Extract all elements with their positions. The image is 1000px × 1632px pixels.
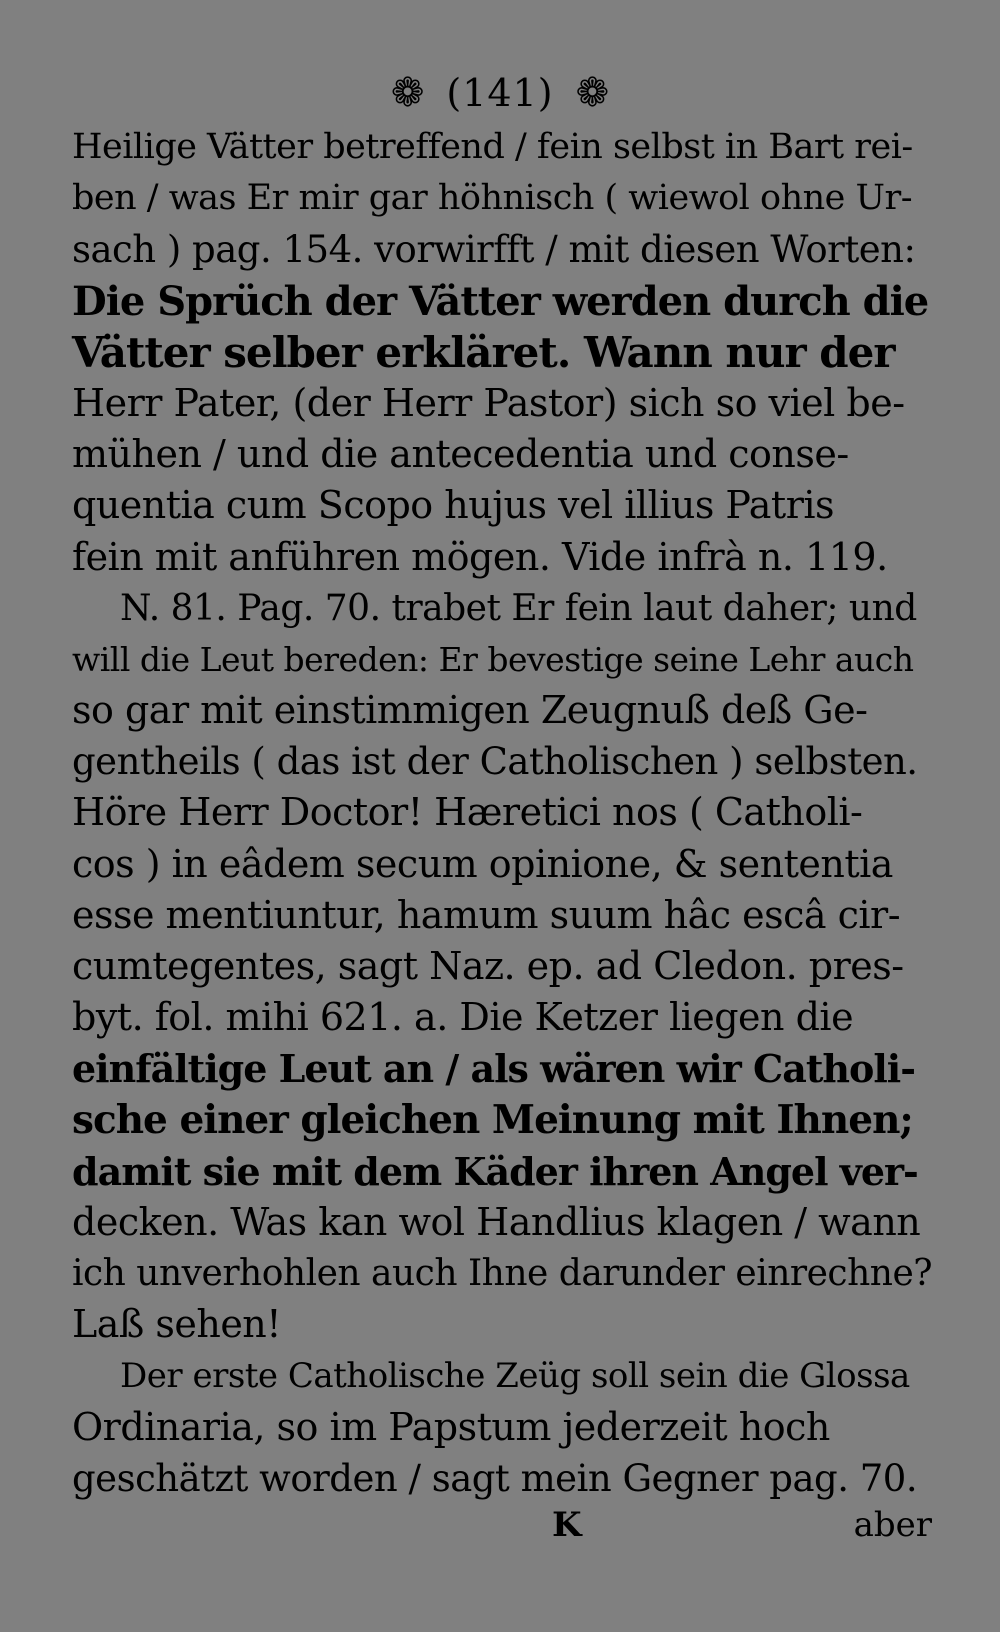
text-line: N. 81. Pag. 70. trabet Er fein laut daher; und xyxy=(120,587,917,629)
text-line: gentheils ( das ist der Catholischen ) selbsten. xyxy=(72,740,918,784)
flower-ornament-icon: ❁ xyxy=(390,70,425,116)
flower-ornament-icon: ❁ xyxy=(575,70,610,116)
text-line: byt. fol. mihi 621. a. Die Ketzer liegen die xyxy=(72,995,854,1040)
text-line: Laß sehen! xyxy=(72,1302,282,1347)
text-line: Die Sprüch der Vätter werden durch die xyxy=(72,277,929,325)
catchword: aber xyxy=(853,1505,932,1545)
text-line: Der erste Catholische Zeüg soll sein die Glossa xyxy=(120,1355,910,1396)
text-line: so gar mit einstimmigen Zeugnuß deß Ge- xyxy=(72,688,868,733)
text-line: mühen / und die antecedentia und conse- xyxy=(72,432,849,477)
text-line: quentia cum Scopo hujus vel illius Patris xyxy=(72,483,835,528)
text-line: will die Leut bereden: Er bevestige seine Lehr auch xyxy=(72,639,914,679)
text-line: decken. Was kan wol Handlius klagen / wann xyxy=(72,1199,921,1244)
text-line: sach ) pag. 154. vorwirfft / mit diesen Worten: xyxy=(72,228,916,272)
text-line: Höre Herr Doctor! Hæretici nos ( Catholi- xyxy=(72,790,863,835)
text-line: damit sie mit dem Käder ihren Angel ver- xyxy=(72,1148,918,1194)
text-line: Herr Pater, (der Herr Pastor) sich so viel be- xyxy=(72,380,905,425)
text-line: ben / was Er mir gar höhnisch ( wiewol ohne Ur- xyxy=(72,178,913,219)
text-line: Heilige Vätter betreffend / fein selbst in Bart rei- xyxy=(72,127,913,167)
page-number: (141) xyxy=(446,71,554,115)
text-line: Ordinaria, so im Papstum jederzeit hoch xyxy=(72,1404,830,1449)
text-line: esse mentiuntur, hamum suum hâc escâ cir- xyxy=(72,892,901,937)
text-line: fein mit anführen mögen. Vide infrà n. 119. xyxy=(72,534,888,579)
text-line: cos ) in eâdem secum opinione, & sententia xyxy=(72,841,893,886)
page-footer xyxy=(72,1500,932,1550)
text-line: ich unverhohlen auch Ihne darunder einrechne? xyxy=(72,1253,933,1295)
text-line: geschätzt worden / sagt mein Gegner pag. 70. xyxy=(72,1456,918,1500)
page-header xyxy=(0,68,1000,118)
text-line: sche einer gleichen Meinung mit Ihnen; xyxy=(72,1096,913,1143)
text-line: Vätter selber erkläret. Wann nur der xyxy=(72,327,895,377)
text-line: cumtegentes, sagt Naz. ep. ad Cledon. pres- xyxy=(72,944,904,988)
text-line: einfältige Leut an / als wären wir Catholi- xyxy=(72,1046,916,1092)
text-body xyxy=(72,122,932,1504)
signature-mark: K xyxy=(552,1505,582,1545)
